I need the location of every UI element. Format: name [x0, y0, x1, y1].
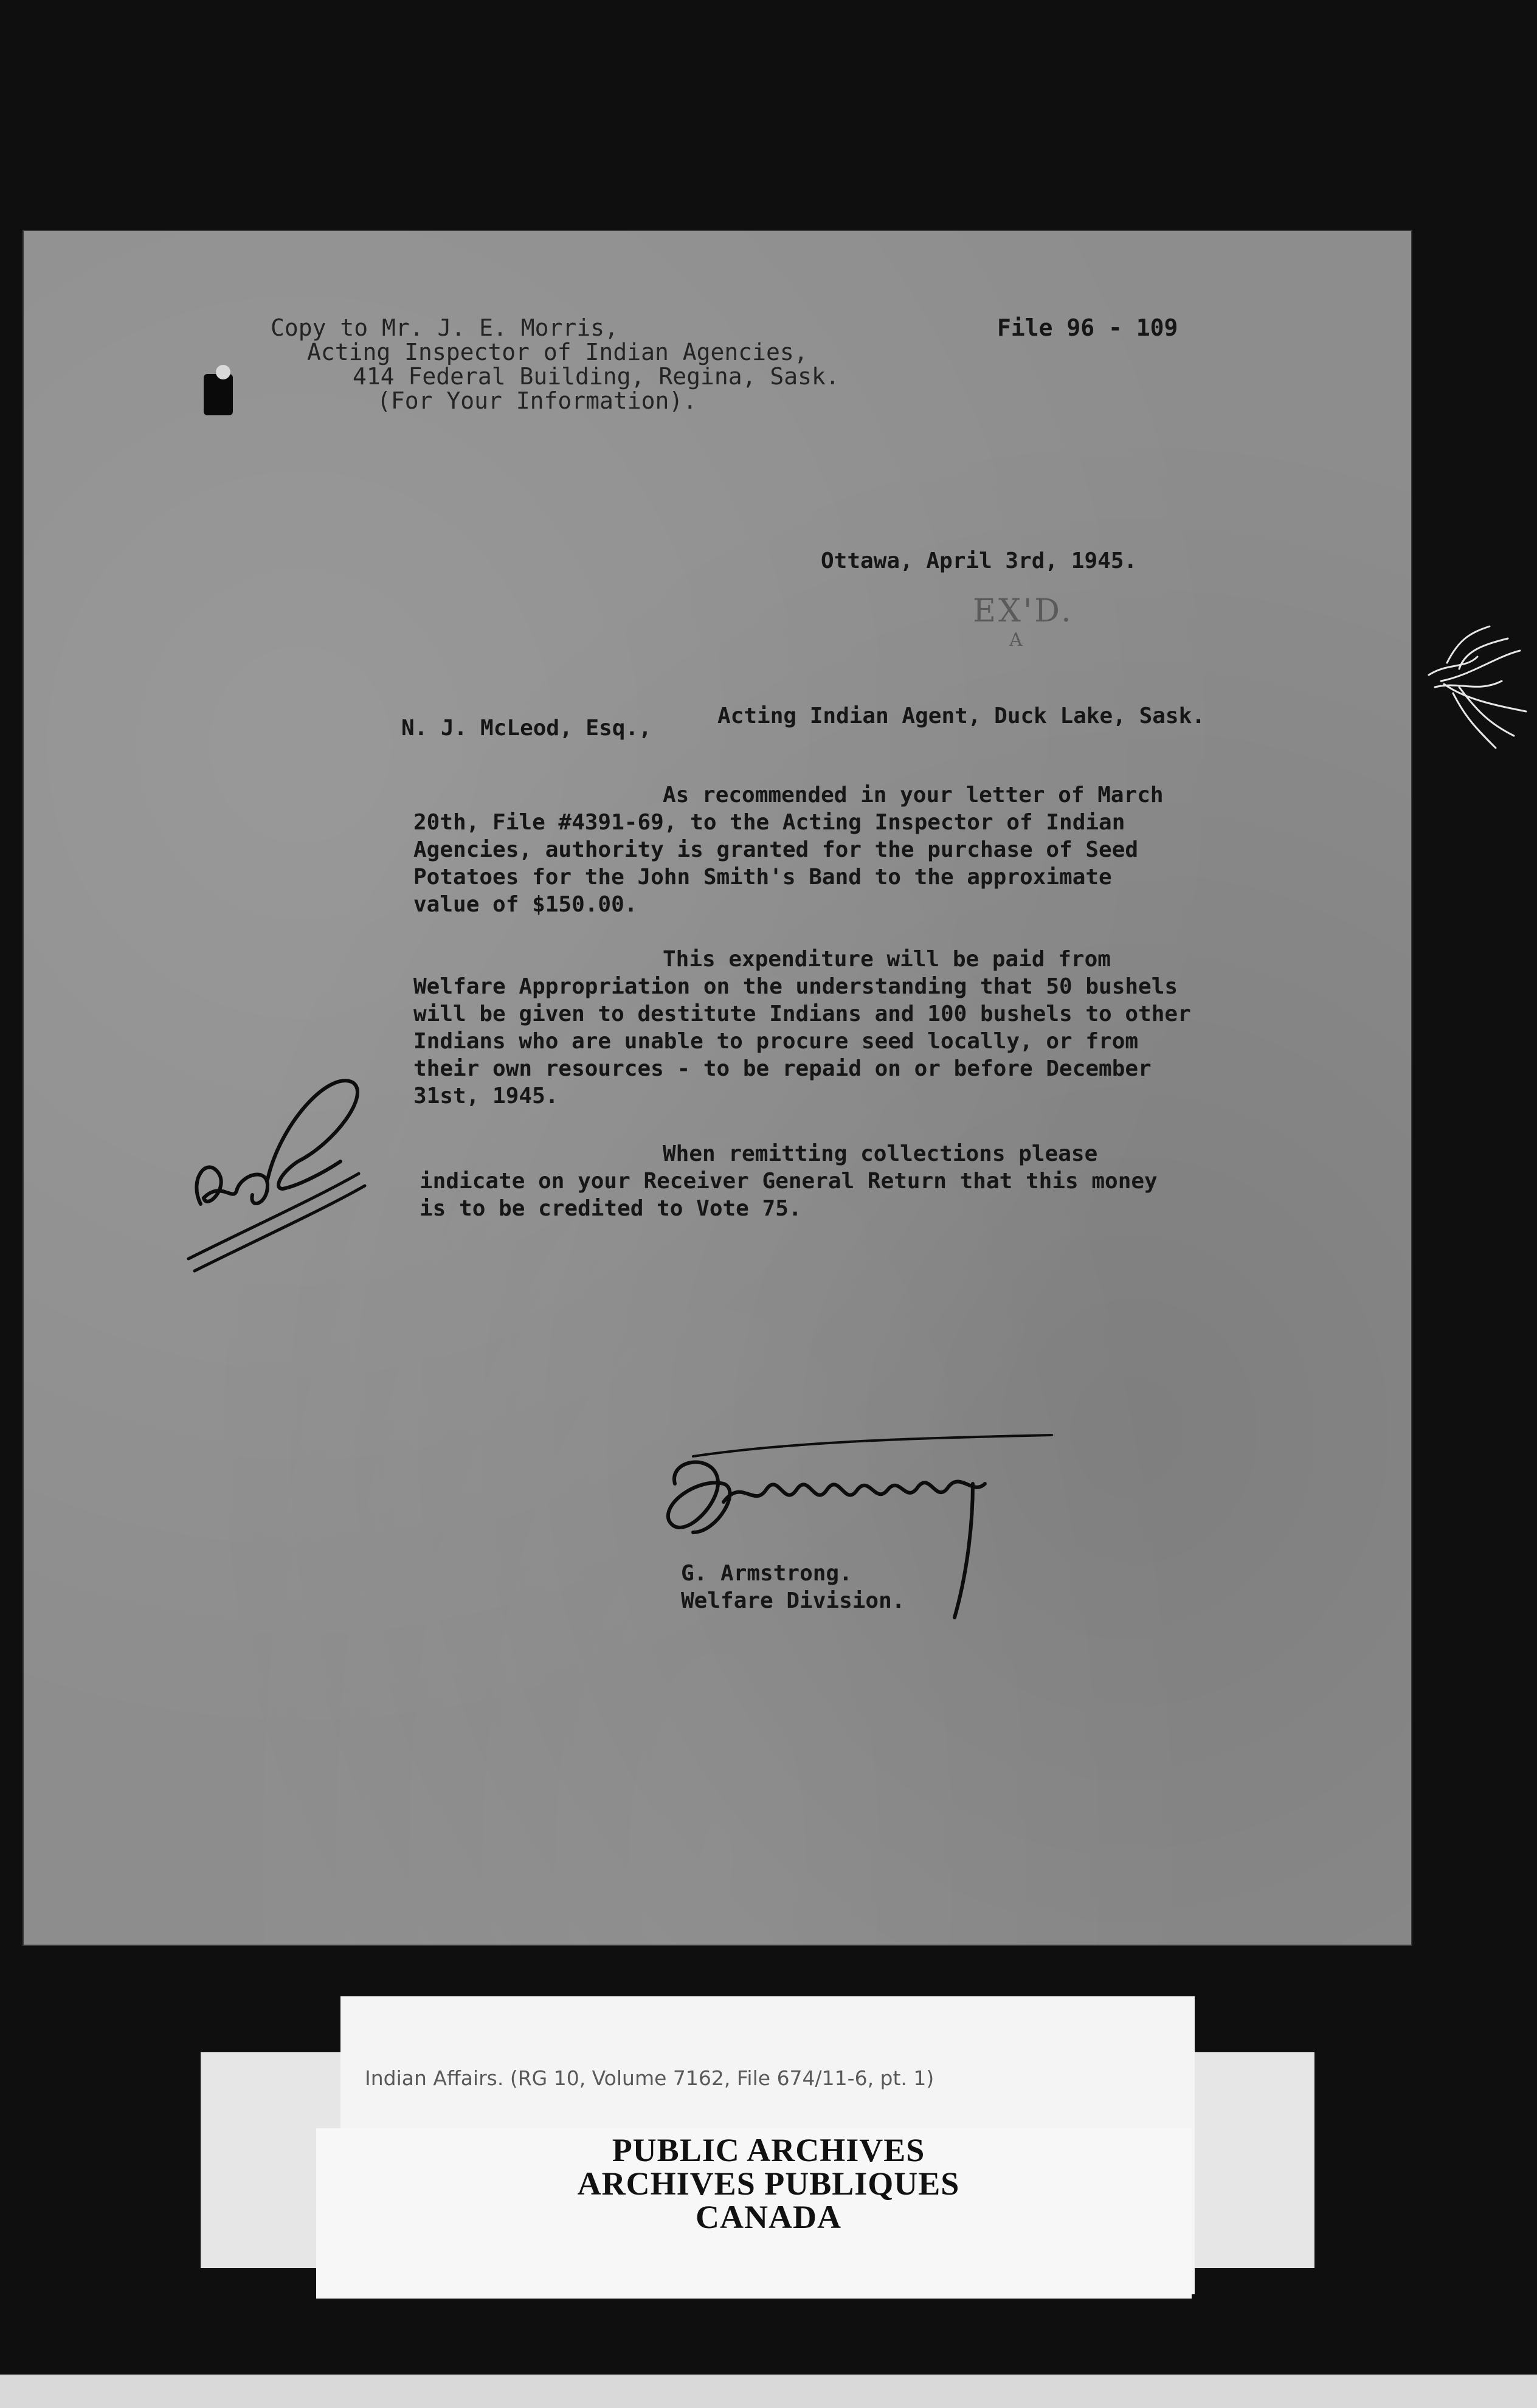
- received-stamp-sub: A: [1009, 629, 1023, 651]
- binder-clip-mark: [204, 374, 233, 415]
- cc-line-3: 414 Federal Building, Regina, Sask.: [353, 363, 840, 390]
- paragraph-2-line-1: This expenditure will be paid from: [663, 947, 1111, 972]
- paragraph-2-line-3: will be given to destitute Indians and 100 bushels to other: [413, 1002, 1191, 1026]
- cc-line-1: Copy to Mr. J. E. Morris,: [271, 314, 618, 341]
- paragraph-1-line-3: Agencies, authority is granted for the purchase of Seed: [413, 837, 1139, 862]
- paragraph-2-line-4: Indians who are unable to procure seed locally, or from: [413, 1029, 1139, 1054]
- paragraph-3-line-1: When remitting collections please: [663, 1141, 1098, 1166]
- cc-line-2: Acting Inspector of Indian Agencies,: [307, 339, 808, 365]
- margin-initials-signature: [176, 1058, 377, 1289]
- paragraph-2-line-6: 31st, 1945.: [413, 1084, 559, 1109]
- paragraph-2-line-2: Welfare Appropriation on the understanding that 50 bushels: [413, 974, 1178, 999]
- addressee-name: N. J. McLeod, Esq.,: [401, 716, 652, 741]
- bottom-edge-strip: [0, 2375, 1537, 2408]
- signatory-name: G. Armstrong.: [681, 1561, 852, 1586]
- paragraph-3-line-3: is to be credited to Vote 75.: [420, 1196, 802, 1221]
- paragraph-1-line-4: Potatoes for the John Smith's Band to the approximate: [413, 865, 1112, 890]
- received-stamp: EX'D.: [973, 593, 1074, 629]
- signatory-division: Welfare Division.: [681, 1588, 905, 1613]
- paragraph-1-line-5: value of $150.00.: [413, 892, 638, 917]
- punch-hole: [216, 365, 230, 379]
- paper-fiber-fragment: [1417, 614, 1532, 754]
- paragraph-1-line-1: As recommended in your letter of March: [663, 783, 1164, 808]
- addressee-title: Acting Indian Agent, Duck Lake, Sask.: [717, 704, 1205, 728]
- archive-reference: Indian Affairs. (RG 10, Volume 7162, File 674/11-6, pt. 1): [365, 2066, 934, 2090]
- paragraph-3-line-2: indicate on your Receiver General Return that this money: [420, 1169, 1158, 1194]
- paragraph-1-line-2: 20th, File #4391-69, to the Acting Inspector of Indian: [413, 810, 1125, 835]
- archive-label-line-1: PUBLIC ARCHIVES: [612, 2132, 925, 2168]
- date-line: Ottawa, April 3rd, 1945.: [821, 548, 1138, 573]
- archive-label-line-2: ARCHIVES PUBLIQUES: [577, 2165, 960, 2202]
- paragraph-2-line-5: their own resources - to be repaid on or before December: [413, 1056, 1152, 1081]
- archive-label-line-3: CANADA: [696, 2199, 841, 2235]
- file-number: File 96 - 109: [997, 314, 1178, 341]
- cc-line-4: (For Your Information).: [377, 387, 697, 414]
